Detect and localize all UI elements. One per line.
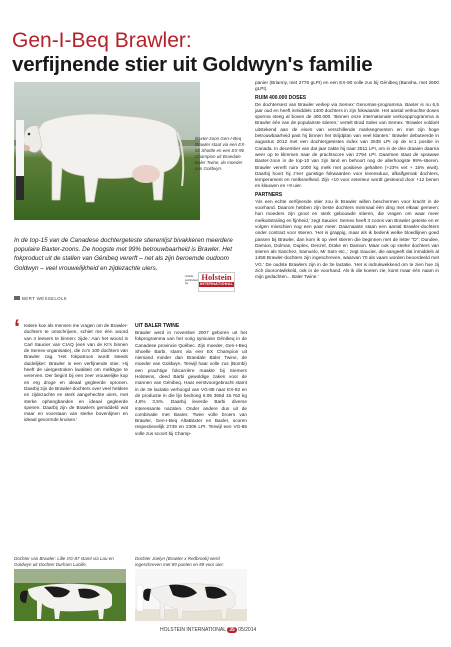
logo-brand: Holstein [201, 272, 232, 282]
column-2-paragraph: Brawler werd in november 2007 geboren uit het fokprogramma van het vorig synicase Génibeq in de Canadese provincie Québec. Zijn moeder, Gen-I-Beq Shoelle Barbi, stamt via een EX Champion uit niemand minder dan Braedale Baler Twine, de moeder van Goldwyn. Terwijl haar volle zus (Bombi) een prachtige fokcarrière maakte bij Siemers Holsteins, deed Barbi gewoldige zaken voor de mannen van Génibeq. Haar eerstvoorgebracht stamt in de 3e lactatie verhoogd van VG-88 naar EX-92 en de productie in die lijn bedroeg 6.06 365d 15.762 kg 4,8% 3,5%. Daarbij leverde Barbi diverse interessante nazaten. Onder andere dus uit de combinatie met Baxter. Twee volle broers van Brawler, Gen-I-Beq AltaBaxter en Baxler, scoren respectievelijk 2749 en 2306 LPI. Terwijl een VG-86 volle zus scoort bij Champ- [135, 330, 247, 436]
holstein-international-badge [185, 271, 233, 293]
article-title-line1: Gen-I-Beq Brawler: [12, 29, 192, 52]
column-3-paragraph-1: De dochtersest van Brawler verliep via Semex' Genomas-programma. Baxter is nu 6,5 jaar oud en heeft inmiddels 1400 dochters in zijn fokwaarde. Het aantal verkochte doses sperma steeg al boven de 400.000. 'Binnen onze internationale verkoopprogramma is Brawler één van de populairste stieren,' vertelt Brad Sales van Semex. 'Brawler voldoet uitstekend aan de eisen van verschillende marksegmenten en met zijn hoge betrouwbaarheid past hij binnen het strijdplan van veel klanten.' Brawler debuteerde in augustus 2012 met een dochtergetestes index van 2638 LPI op de nr.1 positie in Canada. In december van dat jaar zakte hij naar 2511 LPI, om in de drie draaien daarna weer op te klimmen naar de prachtscore van 2794 LPI. Daarmee staat de sprawwe Baxter-zoon in de top-10 van zijn land en behoort nog de allerhoogste 99%-stieren. Brawler vererft ruim 1000 kg melk met positieve gehalten (+23% vet + 15% eiwit). Daarbij hoort hij z'eer gunstige fokwaarden voor levensduur, afkalfgemak dochters, temperament en melksnelheid. Zijn +10 voor exterieur wordt gesteund door +12 benen en klauwen en +9 uier. [255, 101, 439, 189]
column-3-paragraph-2: 'Als een echte verfijnende stier zou ik Brawler willen beschermen voor kracht in de voorhand. Daarom hebben zijn beste dochters minimaal één ding met elkaar gemeen; hun moeders zijn groot en sterk gebouwde stieren, die vragen om waar meer melkuitstraling en fijnheid,' zegt Saucier. Semex heeft 3 zoons van Brawler geteste en er volgen misschien nog een paar meer. Daarnaaste staan een aantal Brawler-dochters onder contract voor stieren. 'Het is grappig, maar als ik bedenk welke bloedlijnen goed passen bij Brawler, dan kom ik op veel stieren die beginnen met de letter "D": Dundee, Damion, Dolman, Duplex, Denzel, Drake en Damion. Maar ook op sterke dochters van stieren als Sanchez, Samuelo, Mr Sam etc.,' zegt Saucier, die aangeeft dat inmiddels al 1458 Brawler-dochters zijn ingeschreven, waarvan 70 als vaars worden beoordeeld met VG.' De oudste Brawlers zijn in de 3e lactatie. 'Het is indrukwekkend om te zien hoe zij zich doorontwikkeld, ook in de voorhand. Als ik die koeien zie, komt maar één naam in mijn gedachten... Baler Twine.' [255, 198, 439, 280]
photo-caption-left: Dochter van Brawler: Lille VG-87 stamt via Lou en Goldwyn uit Dochter Durham Lucille. [14, 556, 114, 567]
quote-mark: ‘ [14, 315, 21, 340]
column-3-lead: panier (Brianny, met 2776 gLPI) en een EX-90 volle zus bij Génibeq (Bansha, met 2600 gLPI). [255, 80, 439, 92]
column-3-text [255, 80, 439, 281]
hero-caption: Baxter-zoon Gen-I-Beq Brawler staat via een EX-92 Shottle en een EX-96 Champion uit Braedale Baler Twine, de moeder van Goldwyn. [195, 136, 246, 171]
holstein-logo [198, 272, 235, 292]
footer-page-number: 35 [229, 627, 235, 633]
footer-issue: 05/2014 [238, 627, 257, 633]
page-footer [160, 627, 256, 633]
column-1-paragraph: Iedere koe als mensen me vragen om de Brawler-dochters te omschrijven, schiet me één woord van 4 leesers te binnen: zijde.' Aan het woord is Carl Saucier van CIAQ (een van de KI's binnen de Semex-organisatie), die zo'n 100 dochters van Brawler zag. 'Het fokpatroon wordt steeds duidelijker: Brawler is een verfijnende stier. Hij heeft de uiergestroken kwaliteit om melktype te vererven. Der begint bij een zeer vrouwelijke kop en erg droge en ideaal gegleerde spronen. Daarbij zijn de Brawler-dochters over veel heldere en zijdezachte en sterk aangehechte uiers, met sterke ophangbanden en ideaal gegleerde spenen. Daarbij zijn de Brawlers gemiddeld wat maar en voorstaan van sterke bovenlijnen en ideaal gevormde kruisen.' [24, 323, 128, 423]
section-heading-partners: PARTNERS [255, 191, 283, 198]
footer-magazine: HOLSTEIN INTERNATIONAL [160, 627, 226, 633]
photo-daughter-left [14, 569, 126, 621]
section-heading-doses: RUIM 400.000 DOSES [255, 94, 307, 101]
article-title-line2: verfijnende stier uit Goldwyn's familie [12, 53, 373, 76]
photo-daughter-right [135, 569, 247, 621]
hero-photo-brawler [14, 82, 200, 220]
cow-photo-left [14, 569, 126, 621]
logo-sub: INTERNATIONAL [199, 282, 234, 286]
cow-illustration [14, 82, 200, 220]
author-name: BERT WESSELOLK [22, 296, 68, 301]
author-icon [14, 296, 20, 300]
badge-label: Article published by [185, 274, 198, 286]
article-intro: In de top-15 van de Canadese dochtergeteste stierenlijst bivakkeren meerdere populaire Baxter-zoons. De hoogste met 99% betrouwbaarheid is Brawler. Het fokproduct uit de stallen van Génibeq vererft – net als zijn beroemde oudoom Goldwyn – veel vrouwelijkheid en zijdezachte uiers. [14, 237, 233, 272]
column-1-text [24, 323, 128, 424]
column-2-text [135, 323, 247, 437]
cow-photo-right [135, 569, 247, 621]
photo-caption-right: Dochter Joelyn (Brawler x Redbrook) werd ingeschreven met 89 punten en 89 voor uier. [135, 556, 225, 567]
section-heading-baler-twine: UIT BALER TWINE [135, 323, 180, 329]
